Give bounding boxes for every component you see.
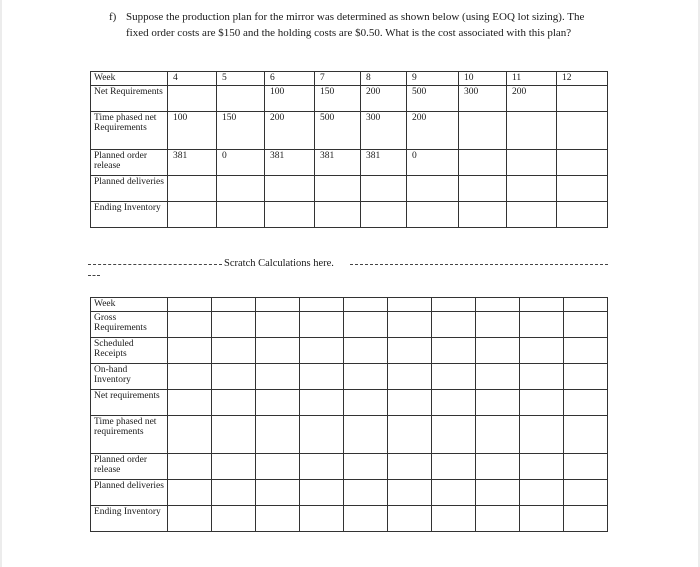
scratch-row [91, 298, 608, 312]
plan-cell: 100 [265, 85, 315, 111]
scratch-cell[interactable] [344, 505, 388, 531]
scratch-cell[interactable] [300, 479, 344, 505]
scratch-cell[interactable] [520, 479, 564, 505]
scratch-cell[interactable] [520, 505, 564, 531]
plan-cell: 8 [361, 72, 407, 86]
plan-cell [407, 201, 459, 227]
scratch-cell[interactable] [344, 479, 388, 505]
plan-cell: 150 [217, 111, 265, 149]
scratch-cell[interactable] [212, 389, 256, 415]
scratch-cell[interactable] [212, 415, 256, 453]
plan-cell: 7 [315, 72, 361, 86]
scratch-cell[interactable] [168, 389, 212, 415]
scratch-cell[interactable] [388, 311, 432, 337]
scratch-cell[interactable] [520, 337, 564, 363]
plan-cell [217, 175, 265, 201]
scratch-cell[interactable] [520, 298, 564, 312]
dashed-line-right [350, 264, 608, 265]
scratch-cell[interactable] [344, 311, 388, 337]
plan-cell: 381 [315, 149, 361, 175]
production-plan-body [91, 72, 608, 228]
plan-row-label: Planned deliveries [91, 175, 168, 201]
question-text: Suppose the production plan for the mirror was determined as shown below (using EOQ lot sizing). The fixed order costs are $150 and the holding costs are $0.50. What is the cost associated with this plan? [126, 11, 585, 39]
plan-cell [507, 149, 557, 175]
plan-row-label: Ending Inventory [91, 201, 168, 227]
scratch-cell[interactable] [564, 311, 608, 337]
scratch-cell[interactable] [256, 505, 300, 531]
scratch-cell[interactable] [476, 389, 520, 415]
scratch-cell[interactable] [168, 337, 212, 363]
scratch-cell[interactable] [388, 363, 432, 389]
scratch-cell[interactable] [300, 415, 344, 453]
scratch-cell[interactable] [432, 415, 476, 453]
scratch-row [91, 479, 608, 505]
scratch-cell[interactable] [212, 479, 256, 505]
scratch-row [91, 337, 608, 363]
plan-cell: 500 [315, 111, 361, 149]
scratch-divider [88, 258, 608, 282]
scratch-cell[interactable] [300, 505, 344, 531]
scratch-cell[interactable] [388, 505, 432, 531]
scratch-cell[interactable] [300, 337, 344, 363]
scratch-row [91, 505, 608, 531]
dashed-line-continuation [88, 275, 100, 276]
plan-cell [459, 175, 507, 201]
plan-cell [459, 149, 507, 175]
scratch-cell[interactable] [432, 337, 476, 363]
plan-cell: 150 [315, 85, 361, 111]
scratch-cell[interactable] [168, 363, 212, 389]
plan-row [91, 149, 608, 175]
plan-cell: 100 [168, 111, 217, 149]
plan-row [91, 85, 608, 111]
scratch-cell[interactable] [432, 311, 476, 337]
scratch-cell[interactable] [476, 298, 520, 312]
scratch-cell[interactable] [344, 453, 388, 479]
question-block [109, 10, 589, 41]
plan-cell: 4 [168, 72, 217, 86]
scratch-row [91, 453, 608, 479]
plan-cell [557, 201, 608, 227]
scratch-cell[interactable] [388, 453, 432, 479]
scratch-cell[interactable] [476, 337, 520, 363]
scratch-row-label: Time phased net requirements [91, 415, 168, 453]
plan-cell [557, 111, 608, 149]
plan-cell: 200 [361, 85, 407, 111]
scratch-cell[interactable] [212, 363, 256, 389]
scratch-cell[interactable] [564, 337, 608, 363]
plan-cell: 300 [459, 85, 507, 111]
scratch-row [91, 415, 608, 453]
scratch-cell[interactable] [212, 453, 256, 479]
scratch-cell[interactable] [212, 298, 256, 312]
plan-cell: 200 [507, 85, 557, 111]
scratch-cell[interactable] [388, 298, 432, 312]
scratch-cell[interactable] [476, 479, 520, 505]
scratch-cell[interactable] [300, 453, 344, 479]
scratch-cell[interactable] [388, 389, 432, 415]
scratch-cell[interactable] [432, 479, 476, 505]
plan-row-label: Week [91, 72, 168, 86]
plan-row-label: Net Requirements [91, 85, 168, 111]
plan-cell: 11 [507, 72, 557, 86]
scratch-cell[interactable] [256, 363, 300, 389]
plan-cell: 12 [557, 72, 608, 86]
scratch-cell[interactable] [300, 298, 344, 312]
plan-cell [507, 201, 557, 227]
plan-cell: 10 [459, 72, 507, 86]
scratch-cell[interactable] [168, 298, 212, 312]
scratch-cell[interactable] [476, 311, 520, 337]
scratch-row [91, 363, 608, 389]
plan-row [91, 72, 608, 86]
plan-cell: 200 [265, 111, 315, 149]
plan-cell [361, 175, 407, 201]
scratch-cell[interactable] [476, 415, 520, 453]
scratch-cell[interactable] [432, 453, 476, 479]
plan-cell [315, 201, 361, 227]
scratch-cell[interactable] [256, 389, 300, 415]
scratch-caption: Scratch Calculations here. [224, 258, 334, 269]
plan-cell [168, 175, 217, 201]
scratch-cell[interactable] [432, 363, 476, 389]
scratch-body [91, 298, 608, 532]
scratch-cell[interactable] [256, 337, 300, 363]
scratch-row [91, 389, 608, 415]
page-edge-left [0, 0, 2, 567]
question-label: f) [109, 11, 117, 23]
scratch-cell[interactable] [564, 479, 608, 505]
plan-cell [459, 111, 507, 149]
scratch-cell[interactable] [168, 311, 212, 337]
plan-cell [407, 175, 459, 201]
scratch-cell[interactable] [388, 415, 432, 453]
scratch-cell[interactable] [520, 415, 564, 453]
plan-cell: 0 [407, 149, 459, 175]
scratch-cell[interactable] [168, 453, 212, 479]
plan-cell [168, 85, 217, 111]
scratch-cell[interactable] [564, 298, 608, 312]
scratch-cell[interactable] [300, 311, 344, 337]
plan-cell [459, 201, 507, 227]
scratch-cell[interactable] [300, 389, 344, 415]
plan-cell [217, 85, 265, 111]
plan-cell: 5 [217, 72, 265, 86]
scratch-row-label: Scheduled Receipts [91, 337, 168, 363]
plan-cell: 381 [168, 149, 217, 175]
plan-cell [168, 201, 217, 227]
plan-cell: 500 [407, 85, 459, 111]
scratch-cell[interactable] [344, 298, 388, 312]
scratch-cell[interactable] [256, 311, 300, 337]
plan-cell: 0 [217, 149, 265, 175]
scratch-cell[interactable] [256, 479, 300, 505]
plan-cell: 9 [407, 72, 459, 86]
plan-cell [557, 149, 608, 175]
scratch-row-label: Planned order release [91, 453, 168, 479]
plan-cell [217, 201, 265, 227]
scratch-row-label: On-hand Inventory [91, 363, 168, 389]
scratch-row-label: Planned deliveries [91, 479, 168, 505]
plan-cell [557, 85, 608, 111]
plan-cell [507, 175, 557, 201]
scratch-cell[interactable] [168, 505, 212, 531]
scratch-cell[interactable] [564, 363, 608, 389]
plan-row-label: Planned order release [91, 149, 168, 175]
scratch-cell[interactable] [476, 505, 520, 531]
scratch-cell[interactable] [256, 453, 300, 479]
scratch-row-label: Week [91, 298, 168, 312]
scratch-cell[interactable] [564, 389, 608, 415]
plan-cell [265, 201, 315, 227]
scratch-cell[interactable] [256, 298, 300, 312]
plan-row-label: Time phased net Requirements [91, 111, 168, 149]
production-plan-table [90, 71, 608, 228]
scratch-table [90, 297, 608, 532]
plan-cell [557, 175, 608, 201]
plan-cell: 381 [265, 149, 315, 175]
scratch-cell[interactable] [520, 453, 564, 479]
scratch-cell[interactable] [564, 415, 608, 453]
scratch-cell[interactable] [388, 479, 432, 505]
scratch-cell[interactable] [344, 363, 388, 389]
scratch-cell[interactable] [256, 415, 300, 453]
scratch-cell[interactable] [168, 415, 212, 453]
scratch-cell[interactable] [564, 453, 608, 479]
scratch-cell[interactable] [300, 363, 344, 389]
scratch-cell[interactable] [432, 505, 476, 531]
scratch-cell[interactable] [168, 479, 212, 505]
scratch-cell[interactable] [212, 337, 256, 363]
plan-row [91, 111, 608, 149]
scratch-cell[interactable] [212, 311, 256, 337]
scratch-row-label: Gross Requirements [91, 311, 168, 337]
plan-cell [507, 111, 557, 149]
scratch-cell[interactable] [388, 337, 432, 363]
scratch-cell[interactable] [520, 363, 564, 389]
scratch-cell[interactable] [344, 337, 388, 363]
scratch-cell[interactable] [432, 298, 476, 312]
plan-cell [315, 175, 361, 201]
scratch-cell[interactable] [520, 389, 564, 415]
scratch-cell[interactable] [212, 505, 256, 531]
scratch-cell[interactable] [564, 505, 608, 531]
scratch-row [91, 311, 608, 337]
scratch-row-label: Ending Inventory [91, 505, 168, 531]
dashed-line-left [88, 264, 222, 265]
scratch-cell[interactable] [344, 389, 388, 415]
scratch-cell[interactable] [520, 311, 564, 337]
scratch-cell[interactable] [476, 363, 520, 389]
plan-cell [361, 201, 407, 227]
plan-cell: 200 [407, 111, 459, 149]
plan-cell: 381 [361, 149, 407, 175]
scratch-cell[interactable] [344, 415, 388, 453]
scratch-cell[interactable] [432, 389, 476, 415]
scratch-row-label: Net requirements [91, 389, 168, 415]
scratch-cell[interactable] [476, 453, 520, 479]
plan-cell: 6 [265, 72, 315, 86]
plan-row [91, 175, 608, 201]
plan-cell: 300 [361, 111, 407, 149]
plan-cell [265, 175, 315, 201]
plan-row [91, 201, 608, 227]
